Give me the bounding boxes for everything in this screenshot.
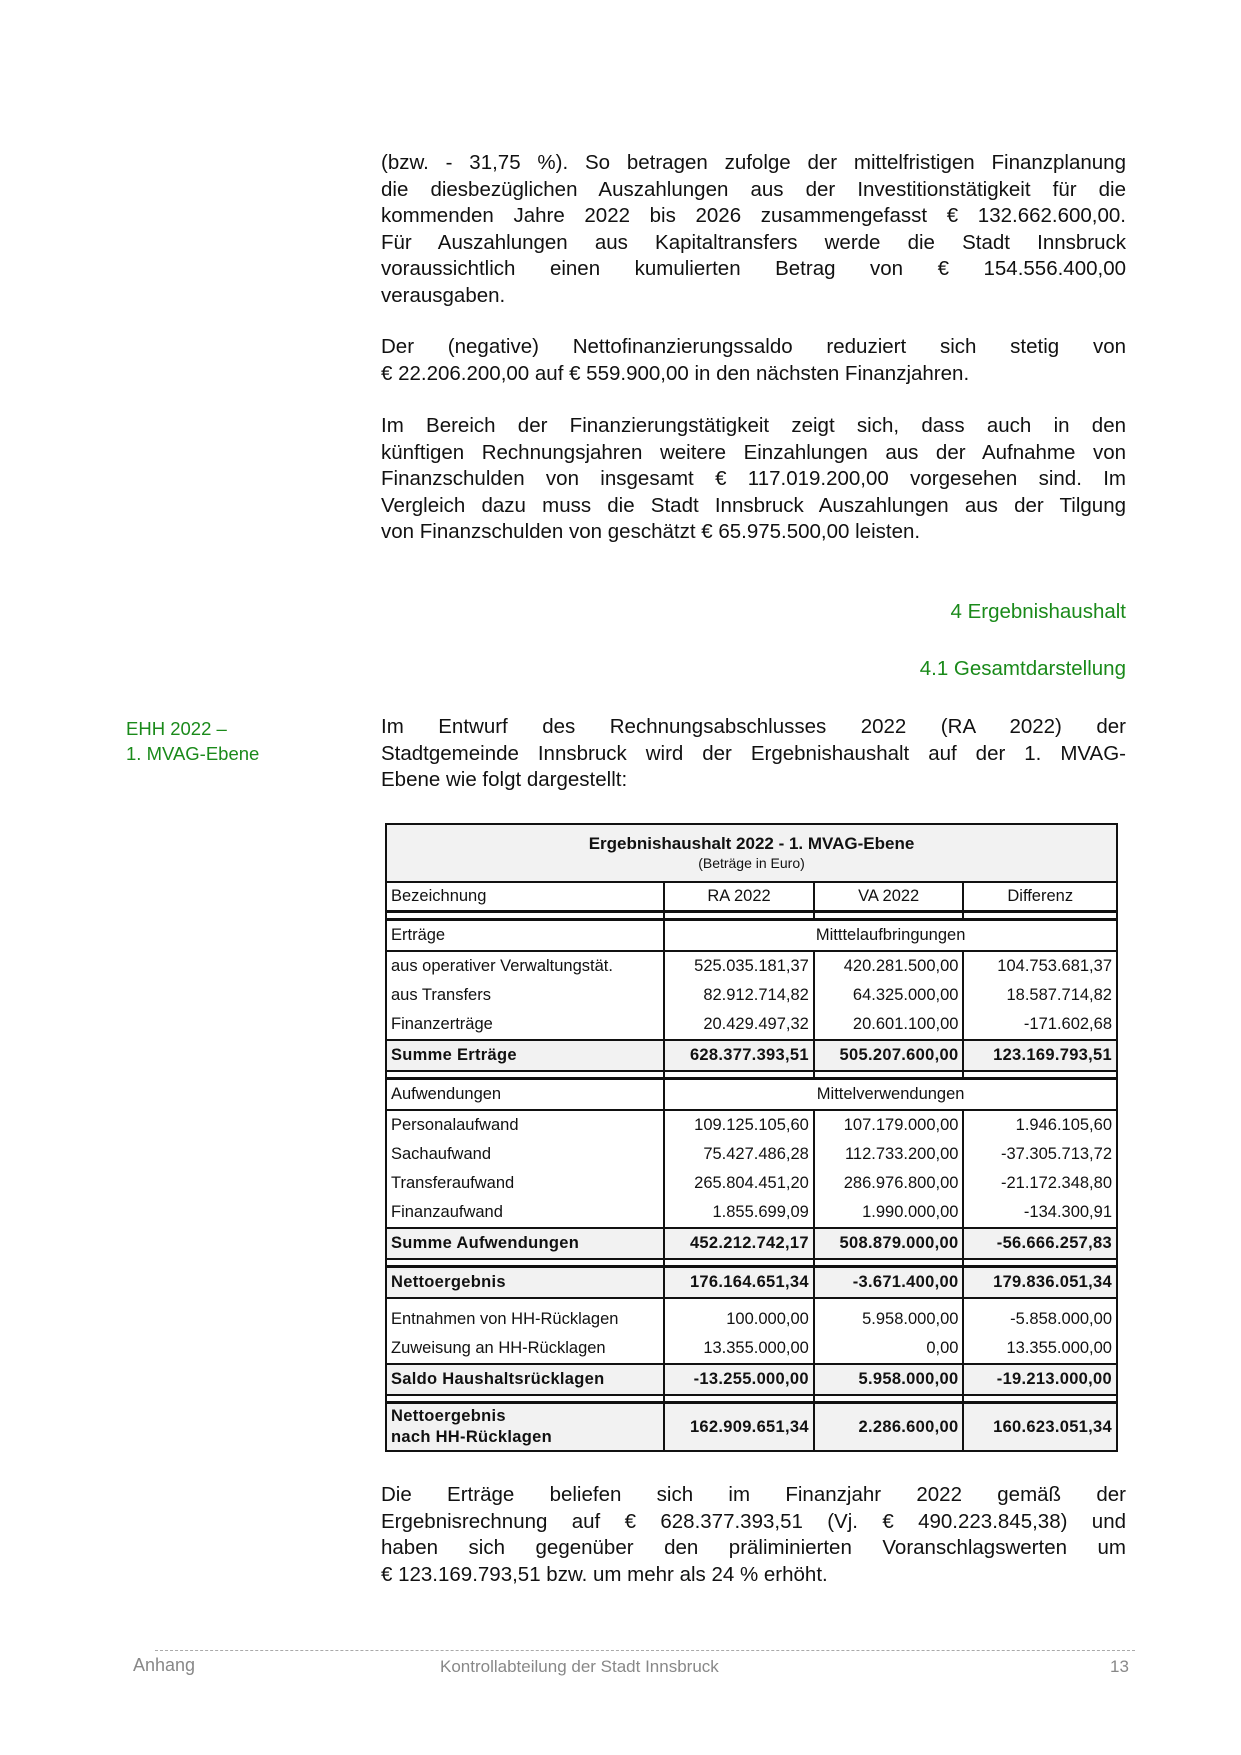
text-line: € 123.169.793,51 bzw. um mehr als 24 % erhöht. xyxy=(381,1562,828,1586)
cell-diff: 179.836.051,34 xyxy=(963,1267,1117,1299)
table-row xyxy=(386,1334,1117,1364)
text-line: von Finanzschulden von geschätzt € 65.975.500,00 leisten. xyxy=(381,520,921,543)
cell-va: 20.601.100,00 xyxy=(814,1010,964,1040)
cell-va: 5.958.000,00 xyxy=(814,1364,964,1395)
cell-ra: 75.427.486,28 xyxy=(664,1140,814,1169)
table-row xyxy=(386,951,1117,981)
cell-ra: 109.125.105,60 xyxy=(664,1110,814,1140)
cell-ra: 1.855.699,09 xyxy=(664,1198,814,1228)
text-line: Ergebnisrechnung auf € 628.377.393,51 (Vj. € 490.223.845,38) und xyxy=(381,1509,1126,1533)
row-label: Summe Erträge xyxy=(386,1040,664,1071)
text-line: voraussichtlich einen kumulierten Betrag von € 154.556.400,00 xyxy=(381,257,1126,280)
text-line: Ebene wie folgt dargestellt: xyxy=(381,768,628,791)
row-label: Transferaufwand xyxy=(386,1169,664,1198)
side-note xyxy=(126,716,259,766)
table-title: Ergebnishaushalt 2022 - 1. MVAG-Ebene xyxy=(588,833,915,853)
section-group: Mitttelaufbringungen xyxy=(664,920,1117,952)
cell-diff: -19.213.000,00 xyxy=(963,1364,1117,1395)
cell-ra: 20.429.497,32 xyxy=(664,1010,814,1040)
cell-ra: 82.912.714,82 xyxy=(664,981,814,1010)
table-row xyxy=(386,1110,1117,1140)
cell-diff: -5.858.000,00 xyxy=(963,1305,1117,1334)
text-line: Vergleich dazu muss die Stadt Innsbruck Auszahlungen aus der Tilgung xyxy=(381,493,1126,517)
text-line: künftigen Rechnungsjahren weitere Einzahlungen aus der Aufnahme von xyxy=(381,440,1126,464)
cell-diff: 18.587.714,82 xyxy=(963,981,1117,1010)
paragraph-financing-activity xyxy=(381,413,1126,546)
cell-diff: 123.169.793,51 xyxy=(963,1040,1117,1071)
table-row-nettoergebnis xyxy=(386,1267,1117,1299)
table-row xyxy=(386,1305,1117,1334)
text-line: Die Erträge beliefen sich im Finanzjahr 2022 gemäß der xyxy=(381,1483,1126,1506)
cell-ra: 13.355.000,00 xyxy=(664,1334,814,1364)
table-title-row xyxy=(386,824,1117,882)
table-row-summe-ertraege xyxy=(386,1040,1117,1071)
cell-diff: -37.305.713,72 xyxy=(963,1140,1117,1169)
paragraph-ertraege-summary xyxy=(381,1482,1126,1588)
table-header-row xyxy=(386,882,1117,912)
text-line: Stadtgemeinde Innsbruck wird der Ergebnishaushalt auf der 1. MVAG- xyxy=(381,741,1126,765)
cell-ra: 525.035.181,37 xyxy=(664,951,814,981)
cell-ra: 176.164.651,34 xyxy=(664,1267,814,1299)
text-line: haben sich gegenüber den präliminierten Voranschlagswerten um xyxy=(381,1536,1126,1559)
cell-diff: 104.753.681,37 xyxy=(963,951,1117,981)
cell-va: 112.733.200,00 xyxy=(814,1140,964,1169)
cell-diff: -171.602,68 xyxy=(963,1010,1117,1040)
cell-ra: 628.377.393,51 xyxy=(664,1040,814,1071)
cell-va: 1.990.000,00 xyxy=(814,1198,964,1228)
text-line: Im Entwurf des Rechnungsabschlusses 2022 (RA 2022) der xyxy=(381,715,1126,738)
cell-ra: 162.909.651,34 xyxy=(664,1403,814,1452)
cell-va: 2.286.600,00 xyxy=(814,1403,964,1452)
cell-va: 420.281.500,00 xyxy=(814,951,964,981)
cell-ra: -13.255.000,00 xyxy=(664,1364,814,1395)
table-row xyxy=(386,1140,1117,1169)
text-line: Für Auszahlungen aus Kapitaltransfers werde die Stadt Innsbruck xyxy=(381,230,1126,254)
section-label: Aufwendungen xyxy=(386,1079,664,1111)
cell-va: 107.179.000,00 xyxy=(814,1110,964,1140)
paragraph-investment xyxy=(381,150,1126,309)
row-label: Finanzerträge xyxy=(386,1010,664,1040)
table-row xyxy=(386,981,1117,1010)
section-group: Mittelverwendungen xyxy=(664,1079,1117,1111)
text-line: Finanzschulden von insgesamt € 117.019.200,00 vorgesehen sind. Im xyxy=(381,467,1126,490)
section-row-aufwendungen xyxy=(386,1079,1117,1111)
row-label: Nettoergebnis xyxy=(386,1267,664,1299)
heading-gesamtdarstellung: 4.1 Gesamtdarstellung xyxy=(919,657,1126,680)
cell-diff: 1.946.105,60 xyxy=(963,1110,1117,1140)
row-label: Finanzaufwand xyxy=(386,1198,664,1228)
table-row-saldo xyxy=(386,1364,1117,1395)
text-line: die diesbezüglichen Auszahlungen aus der Investitionstätigkeit für die xyxy=(381,177,1126,201)
table-row xyxy=(386,1198,1117,1228)
row-label: Personalaufwand xyxy=(386,1110,664,1140)
cell-diff: 160.623.051,34 xyxy=(963,1403,1117,1452)
results-table xyxy=(385,823,1118,1452)
cell-va: 505.207.600,00 xyxy=(814,1040,964,1071)
footer-center: Kontrollabteilung der Stadt Innsbruck xyxy=(440,1657,719,1676)
cell-va: 0,00 xyxy=(814,1334,964,1364)
row-label: aus Transfers xyxy=(386,981,664,1010)
column-header: Bezeichnung xyxy=(386,882,664,912)
cell-va: 286.976.800,00 xyxy=(814,1169,964,1198)
text-line: kommenden Jahre 2022 bis 2026 zusammengefasst € 132.662.600,00. xyxy=(381,204,1126,227)
text-line: (bzw. - 31,75 %). So betragen zufolge der mittelfristigen Finanzplanung xyxy=(381,151,1126,174)
paragraph-netfinancing xyxy=(381,334,1126,387)
cell-diff: -21.172.348,80 xyxy=(963,1169,1117,1198)
cell-va: 508.879.000,00 xyxy=(814,1228,964,1259)
row-label: Zuweisung an HH-Rücklagen xyxy=(386,1334,664,1364)
column-header: RA 2022 xyxy=(664,882,814,912)
table-row xyxy=(386,1169,1117,1198)
side-note-line: EHH 2022 – xyxy=(126,718,227,739)
table-row-summe-aufwendungen xyxy=(386,1228,1117,1259)
text-line: € 22.206.200,00 auf € 559.900,00 in den nächsten Finanzjahren. xyxy=(381,361,970,385)
row-label: Sachaufwand xyxy=(386,1140,664,1169)
heading-ergebnishaushalt: 4 Ergebnishaushalt xyxy=(950,600,1126,623)
cell-ra: 452.212.742,17 xyxy=(664,1228,814,1259)
row-label: Summe Aufwendungen xyxy=(386,1228,664,1259)
cell-va: 5.958.000,00 xyxy=(814,1305,964,1334)
cell-diff: 13.355.000,00 xyxy=(963,1334,1117,1364)
cell-diff: -56.666.257,83 xyxy=(963,1228,1117,1259)
cell-va: -3.671.400,00 xyxy=(814,1267,964,1299)
page-number: 13 xyxy=(1110,1657,1129,1676)
footer-divider xyxy=(155,1650,1135,1651)
cell-va: 64.325.000,00 xyxy=(814,981,964,1010)
section-row-ertraege xyxy=(386,920,1117,952)
cell-ra: 100.000,00 xyxy=(664,1305,814,1334)
table-row xyxy=(386,1010,1117,1040)
text-line: Im Bereich der Finanzierungstätigkeit zeigt sich, dass auch in den xyxy=(381,414,1126,437)
text-line: Der (negative) Nettofinanzierungssaldo reduziert sich stetig von xyxy=(381,335,1126,358)
column-header: VA 2022 xyxy=(814,882,964,912)
table-subtitle: (Beträge in Euro) xyxy=(698,854,805,871)
section-label: Erträge xyxy=(386,920,664,952)
side-note-line: 1. MVAG-Ebene xyxy=(126,743,260,764)
column-header: Differenz xyxy=(963,882,1117,912)
cell-ra: 265.804.451,20 xyxy=(664,1169,814,1198)
text-line: verausgaben. xyxy=(381,283,506,307)
paragraph-intro-table xyxy=(381,714,1126,794)
footer-left: Anhang xyxy=(133,1655,196,1675)
row-label: Nettoergebnis nach HH-Rücklagen xyxy=(386,1403,664,1452)
row-label: Saldo Haushaltsrücklagen xyxy=(386,1364,664,1395)
table-row-netto-nach-ruecklagen xyxy=(386,1403,1117,1452)
row-label: aus operativer Verwaltungstät. xyxy=(386,951,664,981)
row-label: Entnahmen von HH-Rücklagen xyxy=(386,1305,664,1334)
cell-diff: -134.300,91 xyxy=(963,1198,1117,1228)
